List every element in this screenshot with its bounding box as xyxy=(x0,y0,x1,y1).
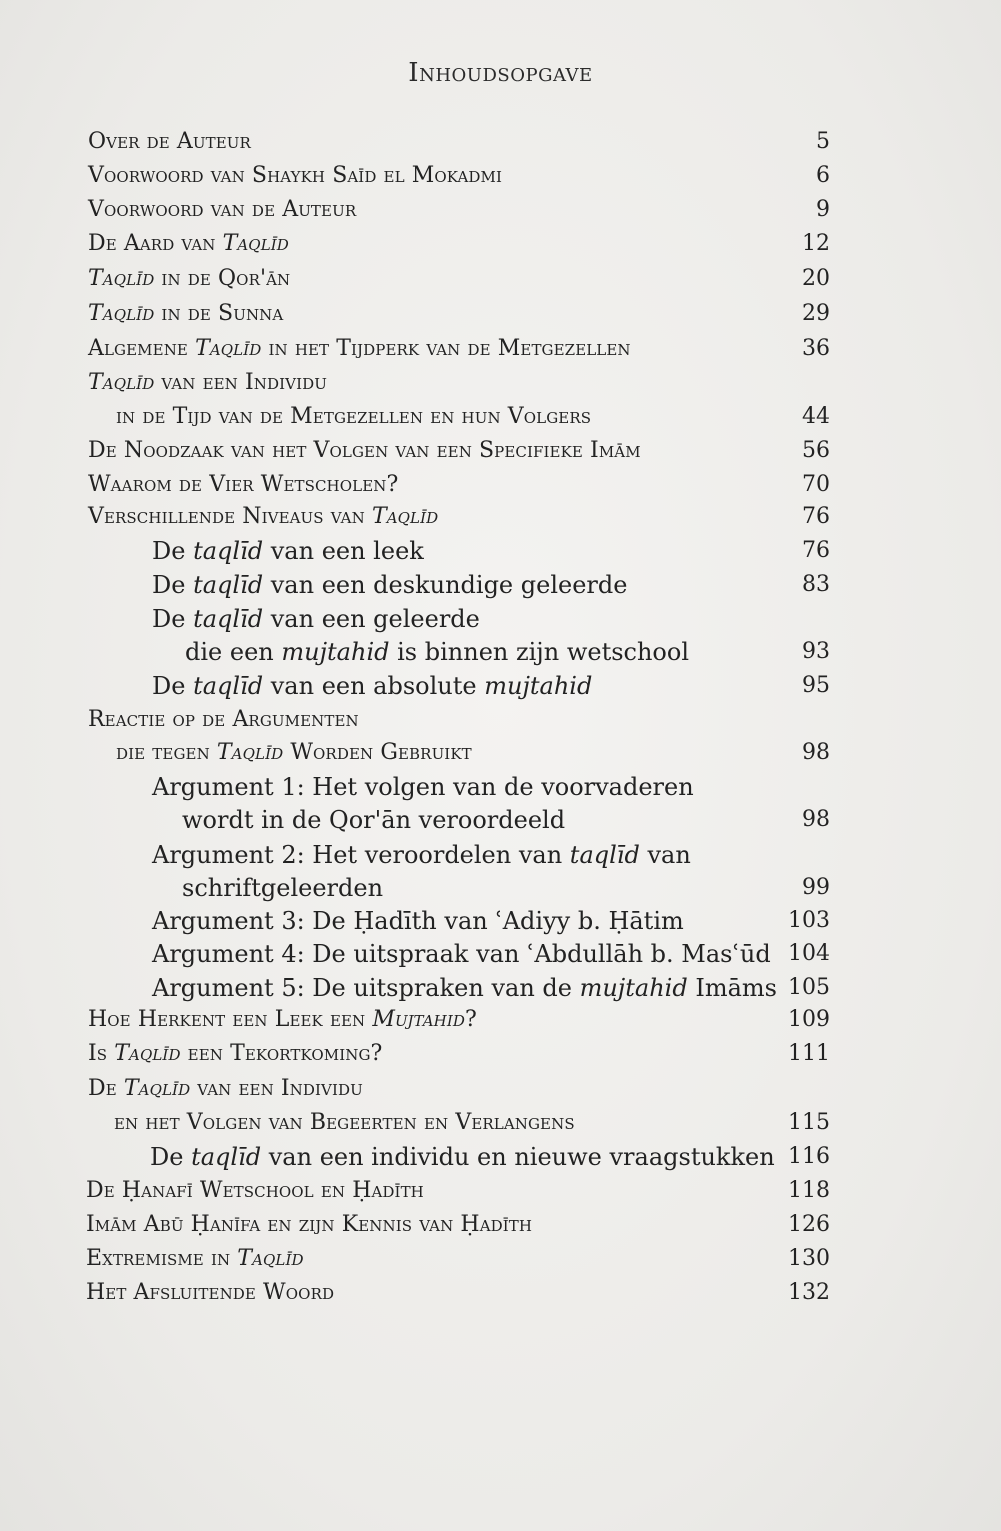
toc-title-text: van xyxy=(639,841,691,869)
toc-entry[interactable] xyxy=(0,839,1001,871)
toc-entry[interactable] xyxy=(0,1038,1001,1070)
toc-page-number: 6 xyxy=(816,163,830,188)
toc-entry-title xyxy=(88,1073,363,1105)
toc-title-text: De Ḥanafī Wetschool en Ḥadīth xyxy=(86,1178,424,1203)
toc-page-number: 109 xyxy=(788,1007,830,1032)
toc-title-text: Hoe Herkent een Leek een xyxy=(88,1007,373,1032)
toc-title-emphasis: mujtahid xyxy=(484,672,593,700)
toc-entry-title xyxy=(88,263,290,295)
toc-title-text: van een Individu xyxy=(190,1076,363,1101)
toc-title-text: Voorwoord van Shaykh Saīd el Mokadmi xyxy=(88,163,503,188)
toc-title-text: Imāms xyxy=(687,974,777,1002)
toc-entry[interactable] xyxy=(0,569,1001,601)
toc-page-number: 76 xyxy=(802,538,830,563)
toc-title-emphasis: mujtahid xyxy=(579,974,688,1002)
toc-title-text: in de Tijd van de Metgezellen en hun Volgers xyxy=(116,404,592,429)
toc-page-number: 116 xyxy=(788,1144,830,1169)
toc-entry[interactable] xyxy=(0,905,1001,937)
toc-title-emphasis: Taqlīd xyxy=(371,504,439,529)
toc-entry-title xyxy=(152,535,424,567)
toc-title-text: Het Afsluitende Woord xyxy=(86,1280,335,1305)
toc-page-number: 111 xyxy=(788,1041,830,1066)
toc-page-number: 99 xyxy=(802,875,830,900)
toc-entry-title xyxy=(88,1038,382,1070)
toc-entry-title xyxy=(86,1209,532,1241)
toc-title-emphasis: Taqlīd xyxy=(114,1041,181,1066)
toc-title-text: Imām Abū Ḥanīfa en zijn Kennis van Ḥadīth xyxy=(86,1212,533,1237)
toc-title-emphasis: Taqlīd xyxy=(123,1076,191,1101)
toc-entry[interactable] xyxy=(0,501,1001,533)
toc-entry[interactable] xyxy=(0,1175,1001,1207)
toc-title-text: van een deskundige geleerde xyxy=(263,571,628,599)
toc-entry-title xyxy=(185,636,689,668)
toc-title-text: van een absolute xyxy=(263,672,485,700)
toc-entry[interactable] xyxy=(0,160,1001,192)
toc-title-emphasis: mujtahid xyxy=(281,638,390,666)
toc-title-text: die tegen xyxy=(116,740,217,765)
toc-entry[interactable] xyxy=(0,1209,1001,1241)
toc-title-text: Verschillende Niveaus van xyxy=(88,504,372,529)
toc-title-text: in de Qor'ān xyxy=(154,266,291,291)
toc-title-emphasis: Taqlīd xyxy=(222,231,289,256)
toc-entry-title xyxy=(152,938,771,970)
toc-title-text: Is xyxy=(88,1041,115,1066)
toc-entry[interactable] xyxy=(0,972,1001,1004)
toc-entry-title xyxy=(152,905,684,937)
toc-entry-title xyxy=(88,194,356,226)
toc-entry-title xyxy=(152,839,691,871)
toc-entry-title xyxy=(182,804,565,836)
toc-title-emphasis: Taqlīd xyxy=(88,370,155,395)
toc-entry-title xyxy=(86,1175,424,1207)
toc-entry[interactable] xyxy=(0,333,1001,365)
toc-title-text: Worden Gebruikt xyxy=(283,740,472,765)
toc-entry[interactable] xyxy=(0,872,1001,904)
toc-title-emphasis: Taqlīd xyxy=(88,301,155,326)
toc-entry-title xyxy=(88,469,398,501)
toc-title-text: wordt in de Qor'ān veroordeeld xyxy=(182,806,566,834)
toc-page-number: 9 xyxy=(816,197,830,222)
toc-title-emphasis: taqlīd xyxy=(569,841,640,869)
toc-entry-title xyxy=(88,435,641,467)
toc-title-text: van een leek xyxy=(263,537,424,565)
toc-page-number: 132 xyxy=(788,1280,830,1305)
toc-entry[interactable] xyxy=(0,535,1001,567)
toc-entry-title xyxy=(88,228,289,260)
toc-entry-title xyxy=(86,1277,334,1309)
page-title: Inhoudsopgave xyxy=(408,58,593,88)
toc-title-text: in het Tijdperk van de Metgezellen xyxy=(261,336,631,361)
toc-title-text: Voorwoord van de Auteur xyxy=(88,197,357,222)
toc-entry[interactable] xyxy=(0,469,1001,501)
toc-entry-title xyxy=(152,670,592,702)
toc-page-number: 126 xyxy=(788,1212,830,1237)
toc-title-text: Over de Auteur xyxy=(88,129,251,154)
toc-title-text: De xyxy=(152,537,194,565)
toc-entry-title xyxy=(152,972,777,1004)
toc-entry-title xyxy=(114,1107,575,1139)
toc-entry[interactable] xyxy=(0,1107,1001,1139)
toc-entry-title xyxy=(152,771,694,803)
toc-title-text: in de Sunna xyxy=(154,301,284,326)
toc-entry-title xyxy=(116,401,591,433)
toc-entry-title xyxy=(182,872,383,904)
toc-page-number: 130 xyxy=(788,1246,830,1271)
toc-page-number: 44 xyxy=(802,404,830,429)
toc-title-text: Argument 2: Het veroordelen van xyxy=(152,841,570,869)
toc-title-emphasis: Mujtahid xyxy=(372,1007,466,1032)
toc-title-text: en het Volgen van Begeerten en Verlangens xyxy=(114,1110,575,1135)
toc-entry-title xyxy=(88,501,438,533)
toc-page-number: 103 xyxy=(788,908,830,933)
toc-title-emphasis: taqlīd xyxy=(193,571,264,599)
toc-page-number: 98 xyxy=(802,807,830,832)
toc-entry[interactable] xyxy=(0,636,1001,668)
toc-title-text: Extremisme in xyxy=(86,1246,238,1271)
toc-entry-title xyxy=(88,333,631,365)
toc-entry[interactable] xyxy=(0,1004,1001,1036)
toc-title-text: De xyxy=(88,1076,124,1101)
toc-page-number: 118 xyxy=(788,1178,830,1203)
toc-title-text: van een Individu xyxy=(154,370,327,395)
toc-entry-title xyxy=(116,737,472,769)
toc-entry[interactable] xyxy=(0,704,1001,736)
toc-title-text: De Aard van xyxy=(88,231,223,256)
toc-title-text: Argument 5: De uitspraken van de xyxy=(152,974,580,1002)
toc-page-number: 93 xyxy=(802,639,830,664)
toc-entry[interactable] xyxy=(0,1243,1001,1275)
toc-page-number: 70 xyxy=(802,472,830,497)
toc-entry-title xyxy=(152,569,627,601)
toc-title-text: van een individu en nieuwe vraagstukken xyxy=(261,1143,775,1171)
toc-title-text: Reactie op de Argumenten xyxy=(88,707,359,732)
toc-entry[interactable] xyxy=(0,194,1001,226)
toc-entry[interactable] xyxy=(0,401,1001,433)
toc-entry-title xyxy=(150,1141,775,1173)
toc-title-text: Argument 1: Het volgen van de voorvaderen xyxy=(152,773,694,801)
toc-entry[interactable] xyxy=(0,263,1001,295)
toc-entry[interactable] xyxy=(0,367,1001,399)
toc-title-text: Waarom de Vier Wetscholen? xyxy=(88,472,399,497)
toc-entry[interactable] xyxy=(0,435,1001,467)
toc-title-text: De xyxy=(150,1143,192,1171)
toc-entry[interactable] xyxy=(0,1277,1001,1309)
toc-entry[interactable] xyxy=(0,771,1001,803)
toc-page-number: 29 xyxy=(802,301,830,326)
toc-entry[interactable] xyxy=(0,228,1001,260)
toc-title-text: De xyxy=(152,605,194,633)
toc-entry[interactable] xyxy=(0,737,1001,769)
toc-entry-title xyxy=(88,367,327,399)
toc-title-emphasis: Taqlīd xyxy=(237,1246,304,1271)
toc-title-emphasis: taqlīd xyxy=(193,672,264,700)
toc-entry[interactable] xyxy=(0,804,1001,836)
toc-entry-title xyxy=(88,298,283,330)
toc-title-text: schriftgeleerden xyxy=(182,874,384,902)
toc-page-number: 105 xyxy=(788,975,830,1000)
toc-entry-title xyxy=(86,1243,304,1275)
toc-title-emphasis: taqlīd xyxy=(193,537,264,565)
toc-title-text: ? xyxy=(465,1007,477,1032)
toc-title-emphasis: taqlīd xyxy=(193,605,264,633)
toc-title-emphasis: Taqlīd xyxy=(195,336,262,361)
toc-title-text: De xyxy=(152,571,194,599)
toc-entry[interactable] xyxy=(0,938,1001,970)
toc-title-emphasis: taqlīd xyxy=(191,1143,262,1171)
toc-title-text: een Tekortkoming? xyxy=(180,1041,383,1066)
toc-title-text: van een geleerde xyxy=(263,605,480,633)
toc-title-text: Algemene xyxy=(88,336,196,361)
toc-title-text: Argument 4: De uitspraak van ʿAbdullāh b. Masʿūd xyxy=(152,940,771,968)
toc-page-number: 98 xyxy=(802,740,830,765)
toc-page-number: 5 xyxy=(816,129,830,154)
toc-title-text: is binnen zijn wetschool xyxy=(389,638,690,666)
toc-page-number: 12 xyxy=(802,231,830,256)
toc-page-number: 20 xyxy=(802,266,830,291)
toc-entry[interactable] xyxy=(0,1141,1001,1173)
toc-title-emphasis: Taqlīd xyxy=(216,740,284,765)
toc-page-number: 76 xyxy=(802,504,830,529)
toc-page-number: 83 xyxy=(802,572,830,597)
toc-page-number: 36 xyxy=(802,336,830,361)
toc-page-number: 56 xyxy=(802,438,830,463)
toc-entry[interactable] xyxy=(0,603,1001,635)
toc-title-text: Argument 3: De Ḥadīth van ʿAdiyy b. Ḥātim xyxy=(152,907,684,935)
toc-entry[interactable] xyxy=(0,1073,1001,1105)
toc-entry-title xyxy=(88,126,251,158)
toc-title-text: De Noodzaak van het Volgen van een Specifieke Imām xyxy=(88,438,641,463)
toc-entry[interactable] xyxy=(0,670,1001,702)
toc-entry-title xyxy=(88,1004,477,1036)
toc-entry-title xyxy=(152,603,480,635)
toc-title-text: De xyxy=(152,672,194,700)
toc-page-number: 115 xyxy=(788,1110,830,1135)
toc-entry[interactable] xyxy=(0,126,1001,158)
toc-title-text: die een xyxy=(185,638,282,666)
toc-page-number: 95 xyxy=(802,673,830,698)
toc-entry-title xyxy=(88,160,502,192)
toc-entry-title xyxy=(88,704,359,736)
toc-entry[interactable] xyxy=(0,298,1001,330)
toc-title-emphasis: Taqlīd xyxy=(88,266,155,291)
toc-page-number: 104 xyxy=(788,941,830,966)
